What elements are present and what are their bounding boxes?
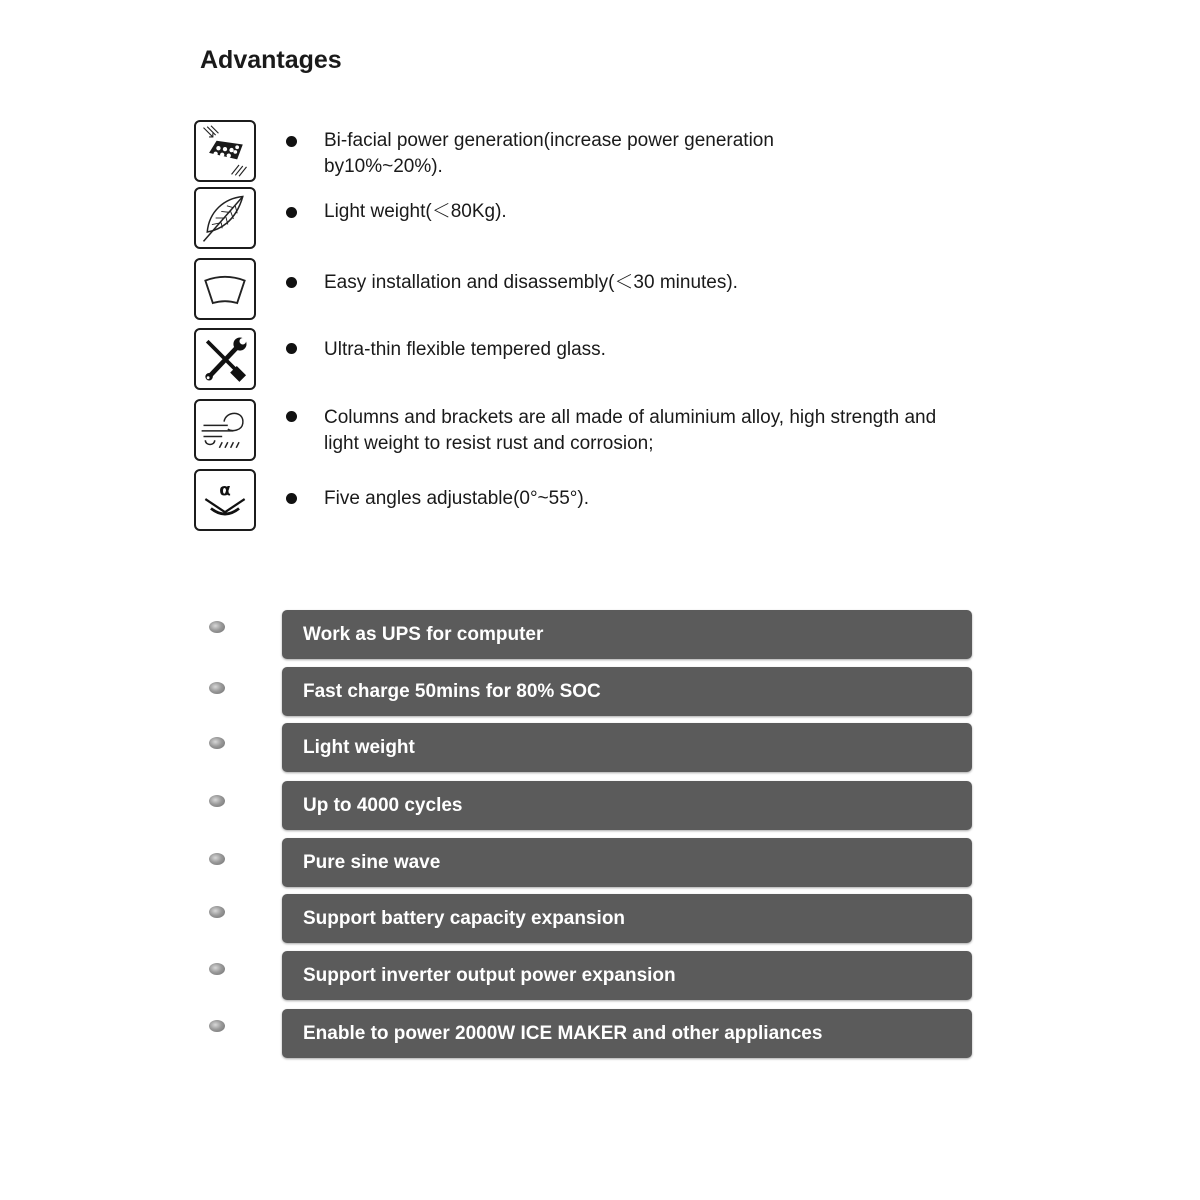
feature-item: Support battery capacity expansion: [282, 894, 972, 943]
bullet-dot: [286, 207, 297, 218]
feature-item: Pure sine wave: [282, 838, 972, 887]
advantage-line: Easy installation and disassembly(＜30 minutes).: [324, 272, 738, 293]
feature-item: Support inverter output power expansion: [282, 951, 972, 1000]
feature-bullet: [209, 682, 225, 694]
bullet-dot: [286, 277, 297, 288]
feature-bullet: [209, 853, 225, 865]
curved-glass-icon: [194, 258, 256, 320]
feature-item: Up to 4000 cycles: [282, 781, 972, 830]
advantage-line: Columns and brackets are all made of aluminium alloy, high strength and: [324, 407, 937, 428]
bullet-dot: [286, 343, 297, 354]
advantage-text: [324, 337, 974, 363]
angle-alpha-icon: [194, 469, 256, 531]
advantage-text: [324, 486, 974, 512]
feather-icon: [194, 187, 256, 249]
advantage-text: [324, 270, 974, 296]
feature-item: Light weight: [282, 723, 972, 772]
feature-bullet: [209, 737, 225, 749]
feature-item: Enable to power 2000W ICE MAKER and other appliances: [282, 1009, 972, 1058]
feature-bullet: [209, 963, 225, 975]
feature-bullet: [209, 1020, 225, 1032]
feature-item: Fast charge 50mins for 80% SOC: [282, 667, 972, 716]
feature-item: Work as UPS for computer: [282, 610, 972, 659]
advantage-line: Bi-facial power generation(increase power generation: [324, 130, 774, 151]
bullet-dot: [286, 411, 297, 422]
bullet-dot: [286, 136, 297, 147]
advantage-line: by10%~20%).: [324, 156, 443, 177]
advantage-line: light weight to resist rust and corrosion;: [324, 433, 654, 454]
page-title: Advantages: [200, 46, 342, 74]
wind-rain-icon: [194, 399, 256, 461]
advantage-line: Five angles adjustable(0°~55°).: [324, 488, 589, 509]
feature-bullet: [209, 621, 225, 633]
advantage-line: Light weight(＜80Kg).: [324, 201, 507, 222]
feature-bullet: [209, 795, 225, 807]
tools-icon: [194, 328, 256, 390]
advantage-line: Ultra-thin flexible tempered glass.: [324, 339, 606, 360]
bifacial-solar-panel-icon: [194, 120, 256, 182]
feature-bullet: [209, 906, 225, 918]
bullet-dot: [286, 493, 297, 504]
advantage-text: [324, 128, 974, 180]
alpha-glyph: α: [219, 479, 231, 500]
advantage-text: [324, 199, 974, 225]
advantage-text: [324, 405, 974, 457]
